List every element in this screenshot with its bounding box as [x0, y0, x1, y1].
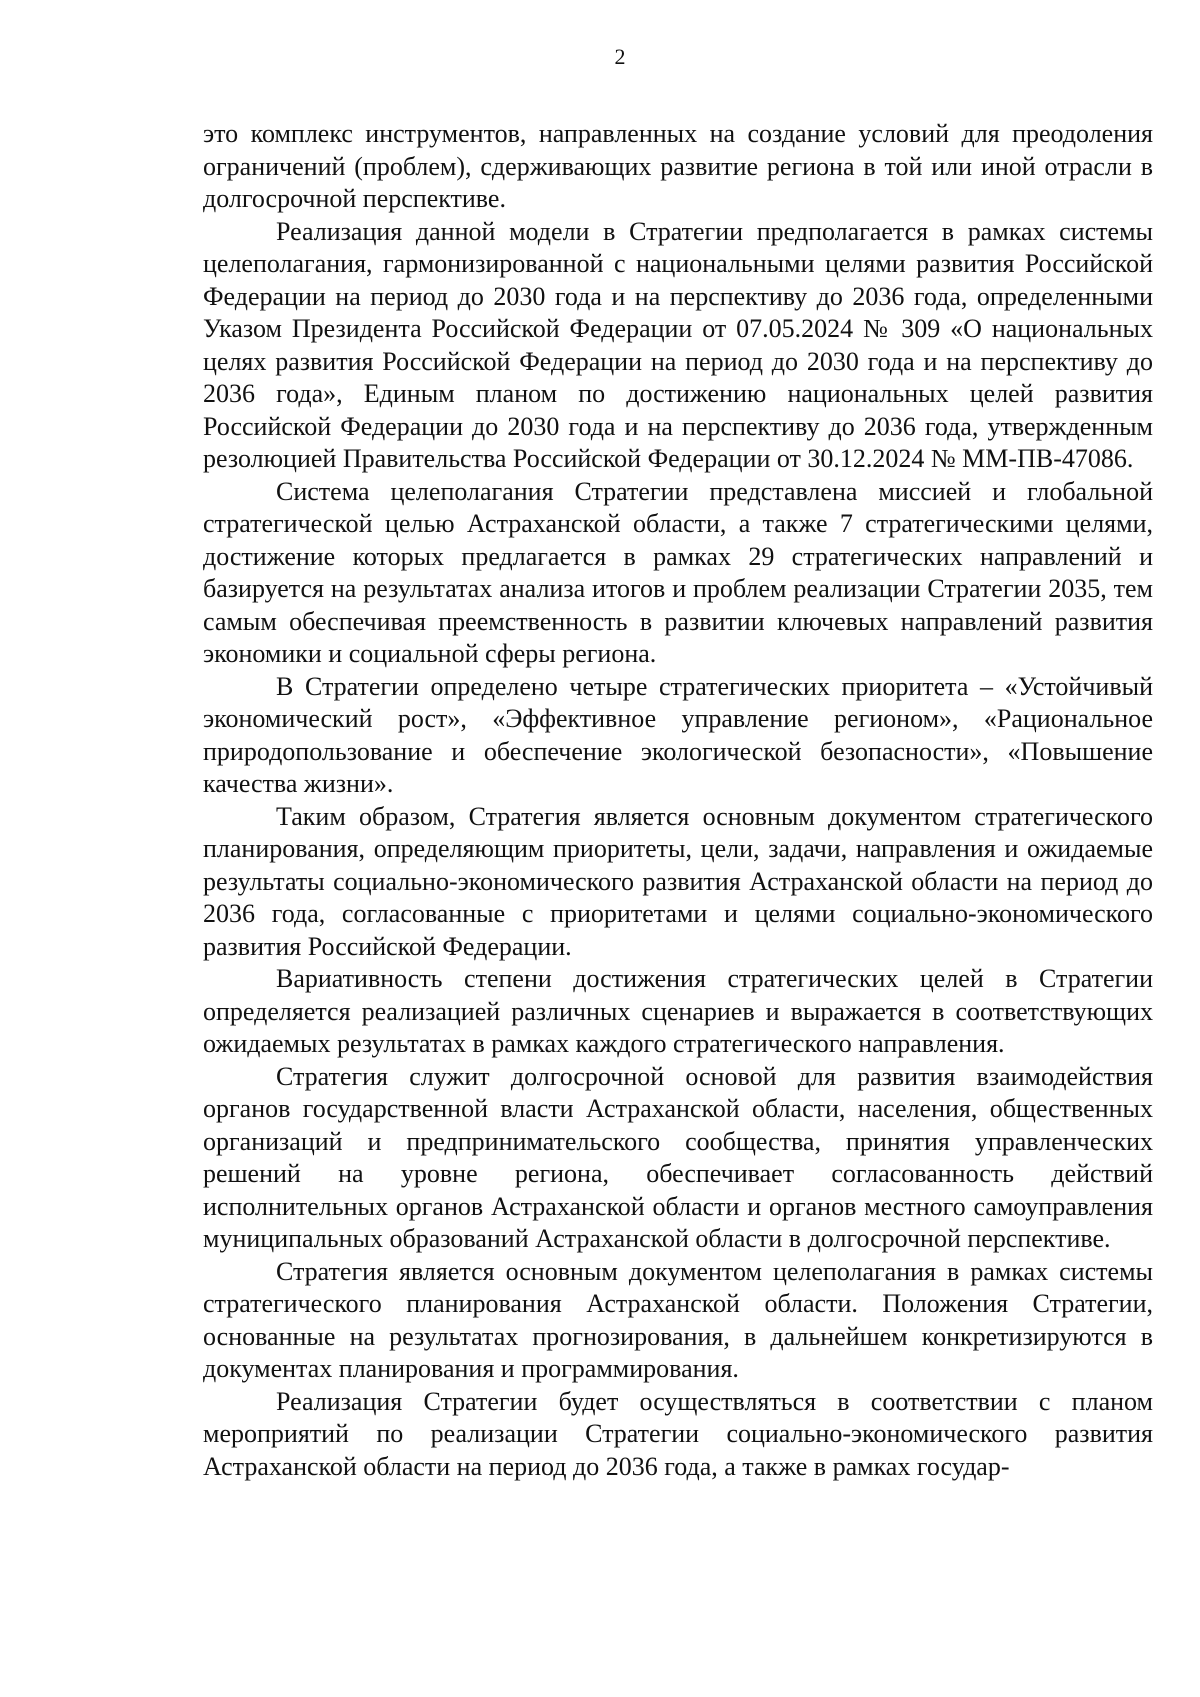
paragraph-7: Стратегия служит долгосрочной основой для развития взаимодействия органов государственной власти Астраханской области, населения, общественных организаций и предпринимательского сообщества, принятия управленческих решений на уровне региона, обеспечивает согласованность действий исполнительных органов Астраханской области и органов местного самоуправления муниципальных образований Астраханской области в долгосрочной перспективе.	[203, 1061, 1153, 1253]
paragraph-4: В Стратегии определено четыре стратегических приоритета – «Устойчивый экономический рост», «Эффективное управление регионом», «Рациональное природопользование и обеспечение экологической безопасности», «Повышение качества жизни».	[203, 671, 1153, 798]
paragraph-2: Реализация данной модели в Стратегии предполагается в рамках системы целеполагания, гармонизированной с национальными целями развития Российской Федерации на период до 2030 года и на перспективу до 2036 года, определенными Указом Президента Российской Федерации от 07.05.2024 № 309 «О национальных целях развития Российской Федерации на период до 2030 года и на перспективу до 2036 года», Единым планом по достижению национальных целей развития Российской Федерации до 2030 года и на перспективу до 2036 года, утвержденным резолюцией Правительства Российской Федерации от 30.12.2024 № ММ-ПВ-47086.	[203, 216, 1153, 473]
paragraph-1: это комплекс инструментов, направленных на создание условий для преодоления ограничений (проблем), сдерживающих развитие региона в той или иной отрасли в долгосрочной перспективе.	[203, 119, 1153, 213]
document-body	[203, 118, 1153, 1483]
paragraph-5: Таким образом, Стратегия является основным документом стратегического планирования, определяющим приоритеты, цели, задачи, направления и ожидаемые результаты социально-экономического развития Астраханской области на период до 2036 года, согласованные с приоритетами и целями социально-экономического развития Российской Федерации.	[203, 801, 1153, 961]
paragraph-8: Стратегия является основным документом целеполагания в рамках системы стратегического планирования Астраханской области. Положения Стратегии, основанные на результатах прогнозирования, в дальнейшем конкретизируются в документах планирования и программирования.	[203, 1256, 1153, 1383]
paragraph-3: Система целеполагания Стратегии представлена миссией и глобальной стратегической целью Астраханской области, а также 7 стратегическими целями, достижение которых предлагается в рамках 29 стратегических направлений и базируется на результатах анализа итогов и проблем реализации Стратегии 2035, тем самым обеспечивая преемственность в развитии ключевых направлений развития экономики и социальной сферы региона.	[203, 476, 1153, 668]
page-number: 2	[614, 44, 626, 69]
paragraph-9: Реализация Стратегии будет осуществляться в соответствии с планом мероприятий по реализации Стратегии социально-экономического развития Астраханской области на период до 2036 года, а также в рамках государ-	[203, 1386, 1153, 1481]
paragraph-6: Вариативность степени достижения стратегических целей в Стратегии определяется реализацией различных сценариев и выражается в соответствующих ожидаемых результатах в рамках каждого стратегического направления.	[203, 964, 1153, 1058]
